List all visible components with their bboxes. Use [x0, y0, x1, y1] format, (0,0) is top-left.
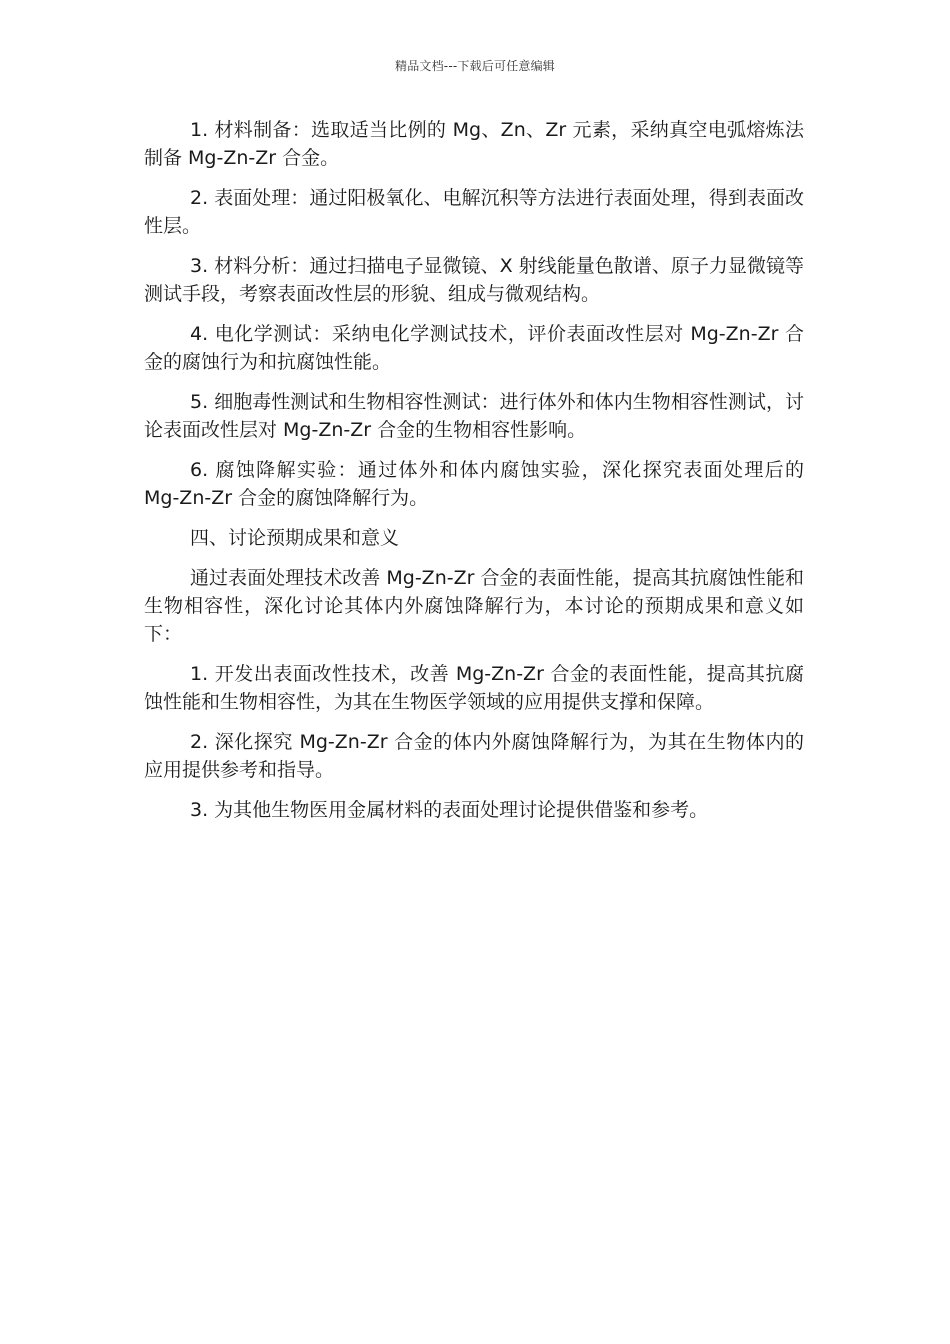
- paragraph-step-6: 6. 腐蚀降解实验：通过体外和体内腐蚀实验，深化探究表面处理后的 Mg-Zn-Zr 合金的腐蚀降解行为。: [144, 459, 804, 509]
- paragraph-step-2: 2. 表面处理：通过阳极氧化、电解沉积等方法进行表面处理，得到表面改性层。: [144, 187, 804, 237]
- page-header: 精品文档---下载后可任意编辑: [395, 59, 555, 73]
- paragraph-outcome-1: 1. 开发出表面改性技术，改善 Mg-Zn-Zr 合金的表面性能，提高其抗腐蚀性能和生物相容性，为其在生物医学领域的应用提供支撑和保障。: [144, 663, 804, 713]
- paragraph-intro: 通过表面处理技术改善 Mg-Zn-Zr 合金的表面性能，提高其抗腐蚀性能和生物相容性，深化讨论其体内外腐蚀降解行为，本讨论的预期成果和意义如下：: [144, 567, 804, 645]
- section-heading: 四、讨论预期成果和意义: [190, 527, 400, 549]
- paragraph-step-1: 1. 材料制备：选取适当比例的 Mg、Zn、Zr 元素，采纳真空电弧熔炼法制备 Mg-Zn-Zr 合金。: [144, 119, 804, 169]
- paragraph-step-3: 3. 材料分析：通过扫描电子显微镜、X 射线能量色散谱、原子力显微镜等测试手段，考察表面改性层的形貌、组成与微观结构。: [144, 255, 804, 305]
- paragraph-outcome-2: 2. 深化探究 Mg-Zn-Zr 合金的体内外腐蚀降解行为，为其在生物体内的应用提供参考和指导。: [144, 731, 804, 781]
- paragraph-step-5: 5. 细胞毒性测试和生物相容性测试：进行体外和体内生物相容性测试，讨论表面改性层对 Mg-Zn-Zr 合金的生物相容性影响。: [144, 391, 804, 441]
- paragraph-outcome-3: 3. 为其他生物医用金属材料的表面处理讨论提供借鉴和参考。: [190, 799, 709, 821]
- paragraph-step-4: 4. 电化学测试：采纳电化学测试技术，评价表面改性层对 Mg-Zn-Zr 合金的腐蚀行为和抗腐蚀性能。: [144, 323, 804, 373]
- document-body: [144, 116, 804, 836]
